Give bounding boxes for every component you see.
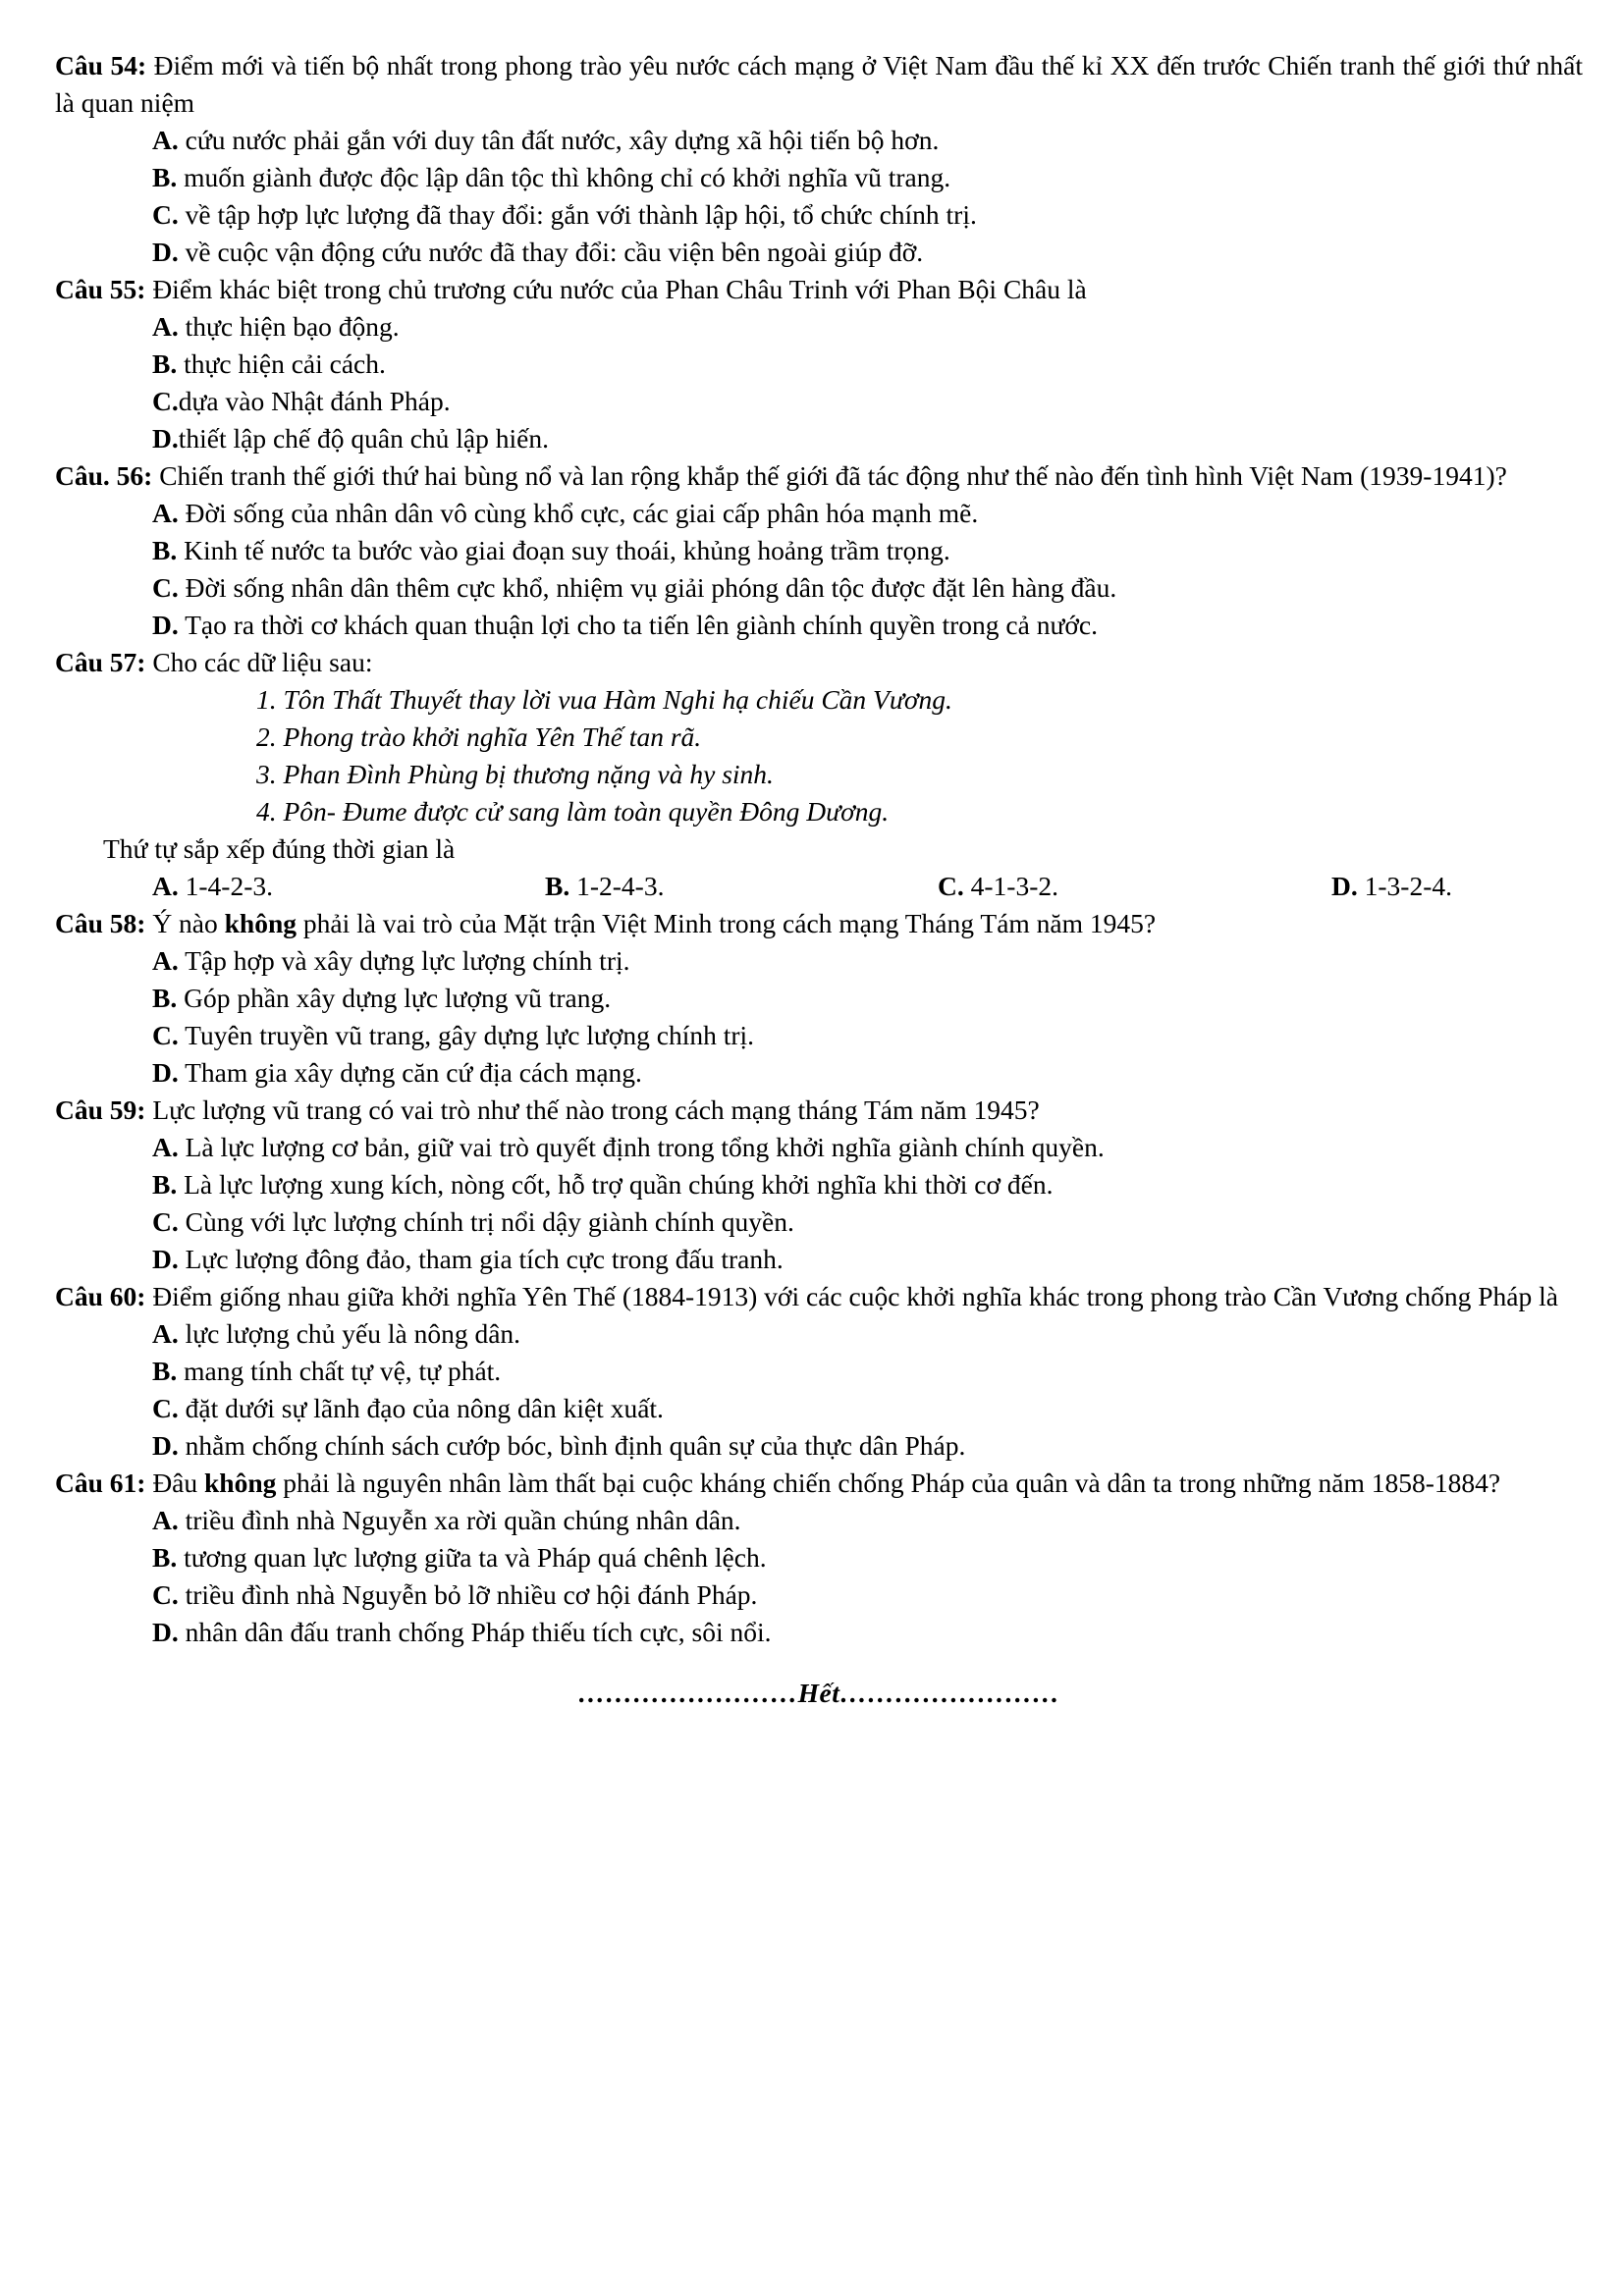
option-a: A. 1-4-2-3. (152, 871, 273, 901)
option-d: D. nhân dân đấu tranh chống Pháp thiếu tích cực, sôi nổi. (152, 1617, 772, 1647)
data-item-1: 1. Tôn Thất Thuyết thay lời vua Hàm Nghi hạ chiếu Cần Vương. (256, 684, 952, 715)
question-stem: Câu 61: Đâu không phải là nguyên nhân làm thất bại cuộc kháng chiến chống Pháp của quân và dân ta trong những năm 1858-1884? (55, 1468, 1501, 1498)
option-d: D. Lực lượng đông đảo, tham gia tích cực trong đấu tranh. (152, 1244, 784, 1274)
option-d: D. Tạo ra thời cơ khách quan thuận lợi cho ta tiến lên giành chính quyền trong cả nước. (152, 610, 1098, 640)
question-59 (55, 1092, 1583, 1278)
option-a: A. Tập hợp và xây dựng lực lượng chính trị. (152, 945, 630, 976)
option-d: D. 1-3-2-4. (1331, 871, 1452, 901)
option-c: C. triều đình nhà Nguyễn bỏ lỡ nhiều cơ hội đánh Pháp. (152, 1579, 758, 1610)
option-b: B. Kinh tế nước ta bước vào giai đoạn suy thoái, khủng hoảng trầm trọng. (152, 535, 950, 565)
option-c: C. 4-1-3-2. (938, 871, 1058, 901)
option-c: C. Tuyên truyền vũ trang, gây dựng lực lượng chính trị. (152, 1020, 755, 1050)
order-prompt: Thứ tự sắp xếp đúng thời gian là (103, 833, 456, 864)
question-number: Câu 60: (55, 1281, 146, 1311)
option-b: B. 1-2-4-3. (545, 871, 665, 901)
question-57 (55, 644, 1583, 905)
option-b: B. tương quan lực lượng giữa ta và Pháp quá chênh lệch. (152, 1542, 767, 1573)
question-55 (55, 271, 1583, 457)
question-stem: Câu 59: Lực lượng vũ trang có vai trò như thế nào trong cách mạng tháng Tám năm 1945? (55, 1095, 1040, 1125)
option-c: C.dựa vào Nhật đánh Pháp. (152, 386, 451, 416)
data-item-3: 3. Phan Đình Phùng bị thương nặng và hy sinh. (256, 759, 774, 789)
option-c: C. Cùng với lực lượng chính trị nổi dậy giành chính quyền. (152, 1206, 794, 1237)
end-marker: ……………………Hết…………………… (577, 1678, 1060, 1708)
option-b: B. muốn giành được độc lập dân tộc thì không chỉ có khởi nghĩa vũ trang. (152, 162, 951, 192)
question-stem: Câu. 56: Chiến tranh thế giới thứ hai bùng nổ và lan rộng khắp thế giới đã tác động như thế nào đến tình hình Việt Nam (1939-1941)? (55, 460, 1507, 491)
question-number: Câu. 56: (55, 460, 153, 491)
option-d: D.thiết lập chế độ quân chủ lập hiến. (152, 423, 549, 454)
option-b: B. Là lực lượng xung kích, nòng cốt, hỗ trợ quần chúng khởi nghĩa khi thời cơ đến. (152, 1169, 1054, 1200)
question-58 (55, 905, 1583, 1092)
question-stem: Câu 60: Điểm giống nhau giữa khởi nghĩa Yên Thế (1884-1913) với các cuộc khởi nghĩa khác trong phong trào Cần Vương chống Pháp là (55, 1281, 1558, 1311)
option-a: A. Đời sống của nhân dân vô cùng khổ cực, các giai cấp phân hóa mạnh mẽ. (152, 498, 979, 528)
option-b: B. thực hiện cải cách. (152, 348, 386, 379)
question-number: Câu 58: (55, 908, 146, 938)
option-a: A. thực hiện bạo động. (152, 311, 400, 342)
option-b: B. Góp phần xây dựng lực lượng vũ trang. (152, 983, 612, 1013)
question-number: Câu 57: (55, 647, 146, 677)
option-d: D. nhằm chống chính sách cướp bóc, bình định quân sự của thực dân Pháp. (152, 1430, 966, 1461)
option-d: D. Tham gia xây dựng căn cứ địa cách mạng. (152, 1057, 642, 1088)
question-60 (55, 1278, 1583, 1465)
question-stem: Câu 57: Cho các dữ liệu sau: (55, 647, 373, 677)
option-a: A. Là lực lượng cơ bản, giữ vai trò quyết định trong tổng khởi nghĩa giành chính quyền. (152, 1132, 1105, 1162)
question-stem: Câu 58: Ý nào không phải là vai trò của Mặt trận Việt Minh trong cách mạng Tháng Tám năm 1945? (55, 908, 1157, 938)
question-54 (55, 47, 1583, 271)
question-number: Câu 61: (55, 1468, 146, 1498)
option-b: B. mang tính chất tự vệ, tự phát. (152, 1356, 502, 1386)
question-61 (55, 1465, 1583, 1651)
question-number: Câu 59: (55, 1095, 146, 1125)
option-c: C. về tập hợp lực lượng đã thay đổi: gắn với thành lập hội, tổ chức chính trị. (152, 199, 977, 230)
option-d: D. về cuộc vận động cứu nước đã thay đổi: cầu viện bên ngoài giúp đỡ. (152, 237, 924, 267)
options-row (55, 868, 1583, 905)
option-c: C. Đời sống nhân dân thêm cực khổ, nhiệm vụ giải phóng dân tộc được đặt lên hàng đầu. (152, 572, 1117, 603)
question-stem: Câu 55: Điểm khác biệt trong chủ trương cứu nước của Phan Châu Trinh với Phan Bội Châu là (55, 274, 1087, 304)
option-c: C. đặt dưới sự lãnh đạo của nông dân kiệt xuất. (152, 1393, 664, 1423)
question-number: Câu 54: (55, 50, 147, 80)
exam-page (55, 47, 1583, 1712)
question-number: Câu 55: (55, 274, 146, 304)
data-item-4: 4. Pôn- Đume được cử sang làm toàn quyền Đông Dương. (256, 796, 890, 827)
question-stem: Câu 54: Điểm mới và tiến bộ nhất trong phong trào yêu nước cách mạng ở Việt Nam đầu thế kỉ XX đến trước Chiến tranh thế giới thứ nhất là quan niệm (55, 50, 1583, 118)
option-a: A. cứu nước phải gắn với duy tân đất nước, xây dựng xã hội tiến bộ hơn. (152, 125, 940, 155)
option-a: A. lực lượng chủ yếu là nông dân. (152, 1318, 521, 1349)
question-56 (55, 457, 1583, 644)
option-a: A. triều đình nhà Nguyễn xa rời quần chúng nhân dân. (152, 1505, 741, 1535)
data-item-2: 2. Phong trào khởi nghĩa Yên Thế tan rã. (256, 721, 702, 752)
